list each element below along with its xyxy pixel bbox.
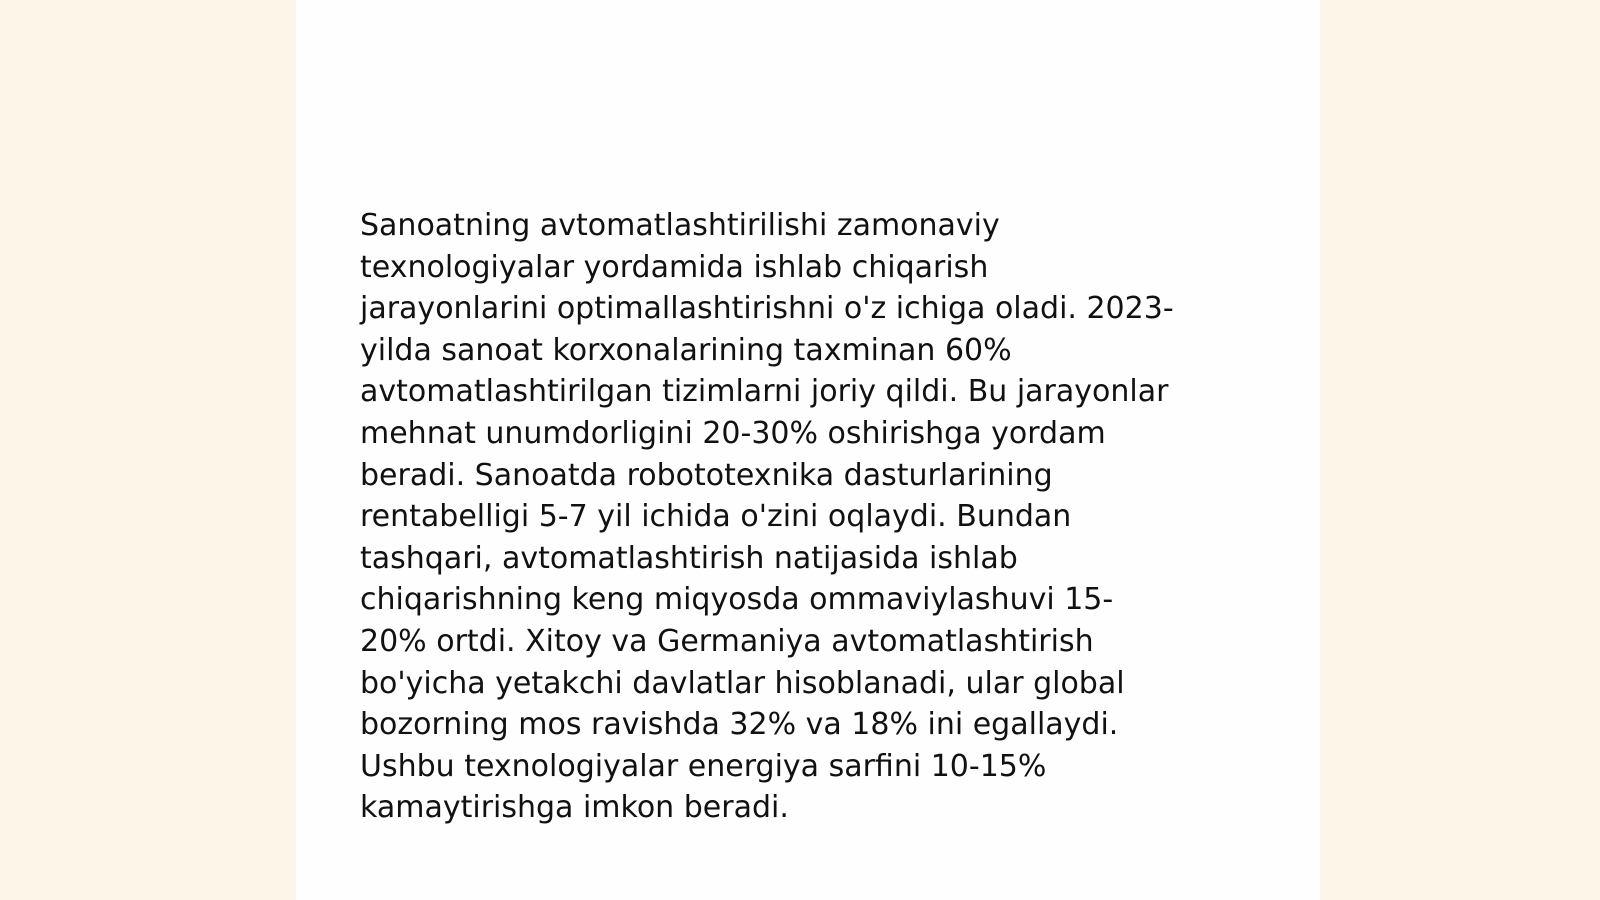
body-paragraph <box>360 205 1260 829</box>
text-line-15: kamaytirishga imkon beradi. <box>360 790 789 826</box>
text-line-14: Ushbu texnologiyalar energiya sarfini 10-15% <box>360 748 1047 784</box>
document-sheet <box>296 0 1320 900</box>
text-line-11: 20% ortdi. Xitoy va Germaniya avtomatlashtirish <box>360 623 1094 659</box>
text-line-10: chiqarishning keng miqyosda ommaviylashuvi 15- <box>360 582 1114 618</box>
text-line-5: avtomatlashtirilgan tizimlarni joriy qildi. Bu jarayonlar <box>360 374 1169 410</box>
text-line-13: bozorning mos ravishda 32% va 18% ini egallaydi. <box>360 707 1119 743</box>
text-line-9: tashqari, avtomatlashtirish natijasida ishlab <box>360 540 1018 576</box>
text-line-3: jarayonlarini optimallashtirishni o'z ichiga oladi. 2023- <box>360 291 1174 327</box>
text-line-4: yilda sanoat korxonalarining taxminan 60% <box>360 332 1012 368</box>
text-line-6: mehnat unumdorligini 20-30% oshirishga yordam <box>360 415 1106 451</box>
text-line-12: bo'yicha yetakchi davlatlar hisoblanadi, ular global <box>360 665 1125 701</box>
text-line-1: Sanoatning avtomatlashtirilishi zamonaviy <box>360 208 1000 243</box>
text-line-7: beradi. Sanoatda robototexnika dasturlarining <box>360 457 1053 493</box>
text-line-8: rentabelligi 5-7 yil ichida o'zini oqlaydi. Bundan <box>360 499 1072 535</box>
text-line-2: texnologiyalar yordamida ishlab chiqarish <box>360 249 989 285</box>
